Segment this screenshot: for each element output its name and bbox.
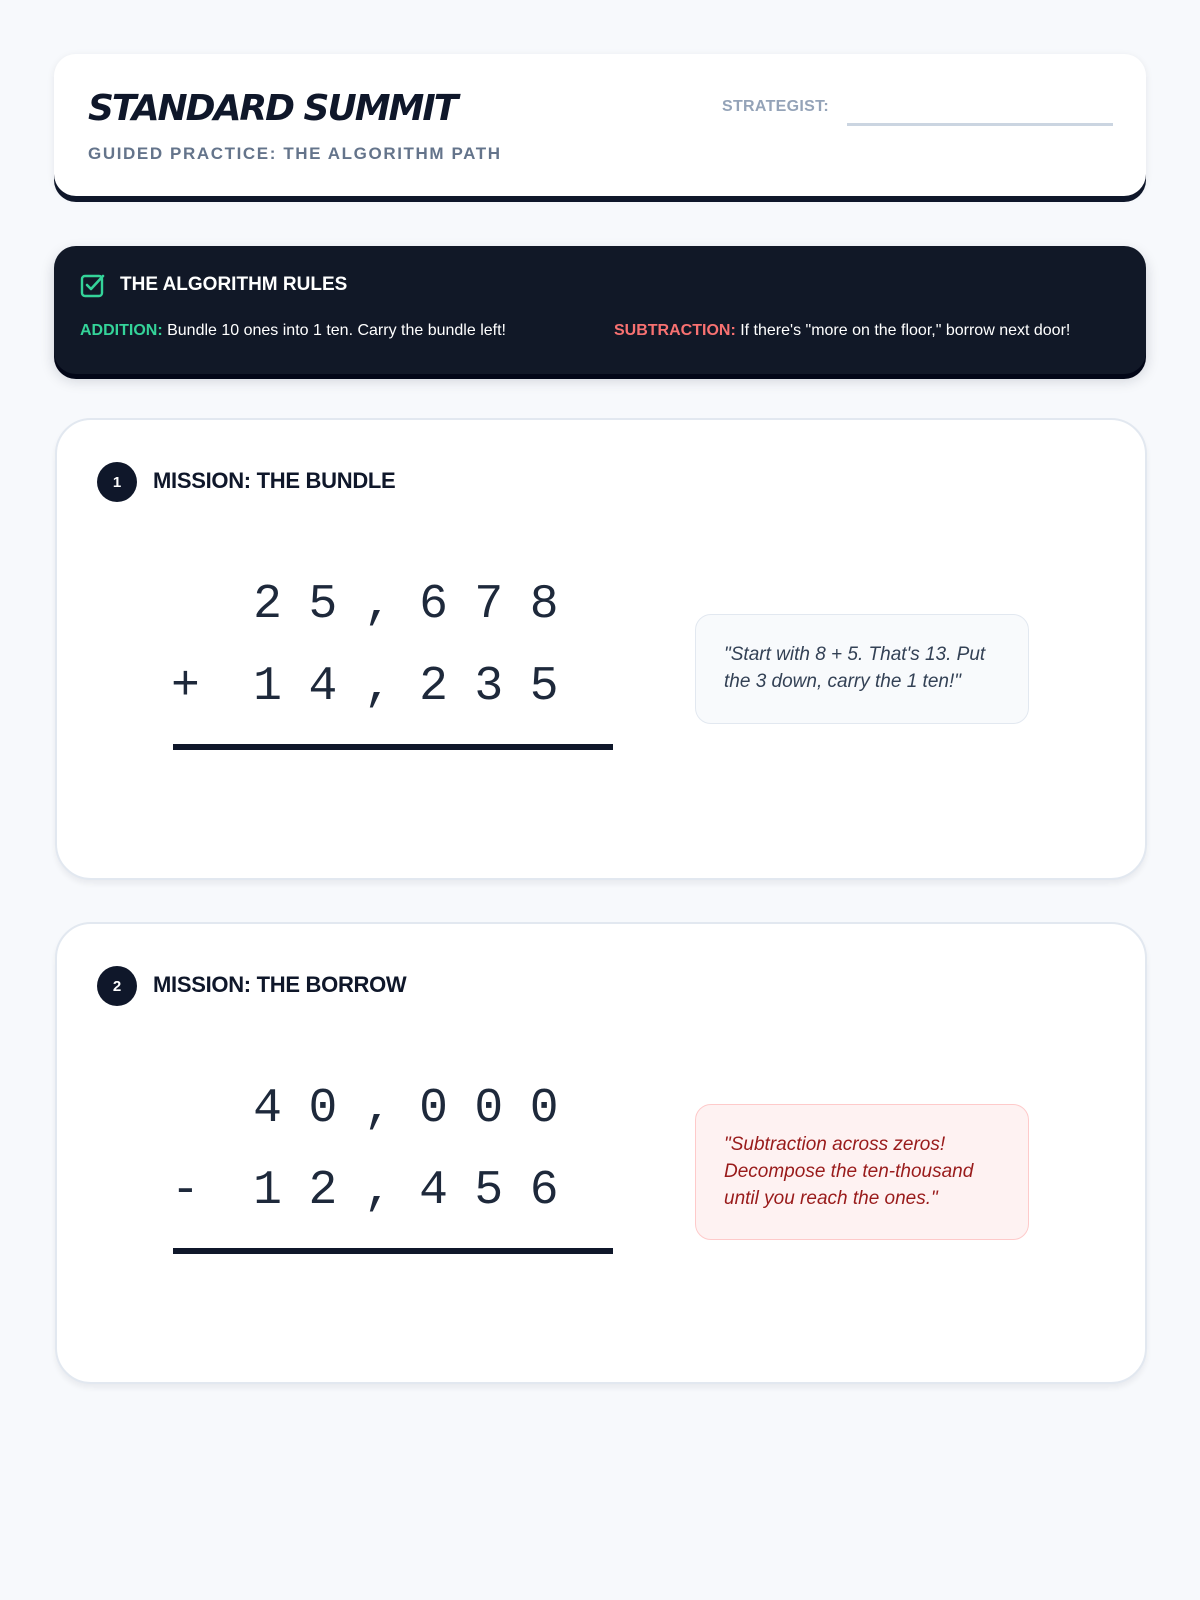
subtrahend: 12,456: [253, 1164, 585, 1218]
subtraction-rule-label: SUBTRACTION:: [614, 322, 736, 339]
mission-title: MISSION: THE BORROW: [153, 972, 407, 997]
subtrahend-row: [171, 1164, 611, 1224]
addend-top-row: [171, 578, 611, 638]
addend-bottom: 14,235: [253, 660, 585, 714]
addend-bottom-row: [171, 660, 611, 720]
strategist-name-field[interactable]: [847, 123, 1113, 126]
addition-rule-text: Bundle 10 ones into 1 ten. Carry the bundle left!: [162, 322, 506, 339]
mission-card-borrow: [55, 922, 1147, 1384]
checkbox-icon: [80, 272, 106, 298]
header-card: [54, 54, 1146, 196]
hint-bubble: "Start with 8 + 5. That's 13. Put the 3 down, carry the 1 ten!": [695, 614, 1029, 724]
minus-operator: -: [171, 1164, 200, 1218]
addend-top: 25,678: [253, 578, 585, 632]
answer-line[interactable]: [173, 744, 613, 750]
page-subtitle: GUIDED PRACTICE: THE ALGORITHM PATH: [88, 144, 502, 163]
mission-title: MISSION: THE BUNDLE: [153, 468, 396, 493]
minuend: 40,000: [253, 1082, 585, 1136]
hint-bubble: "Subtraction across zeros! Decompose the ten-thousand until you reach the ones.": [695, 1104, 1029, 1240]
plus-operator: +: [171, 660, 200, 714]
addition-rule: [80, 322, 506, 340]
addition-rule-label: ADDITION:: [80, 322, 163, 339]
minuend-row: [171, 1082, 611, 1142]
answer-line[interactable]: [173, 1248, 613, 1254]
mission-card-bundle: [55, 418, 1147, 880]
subtraction-rule-text: If there's "more on the floor," borrow next door!: [735, 322, 1071, 339]
mission-number-badge: 1: [97, 462, 137, 502]
mission-number-badge: 2: [97, 966, 137, 1006]
rules-title: THE ALGORITHM RULES: [120, 274, 348, 295]
algorithm-rules-panel: [54, 246, 1146, 374]
subtraction-rule: [614, 322, 1070, 340]
strategist-label: STRATEGIST:: [722, 98, 830, 115]
page-title: STANDARD SUMMIT: [88, 88, 457, 129]
